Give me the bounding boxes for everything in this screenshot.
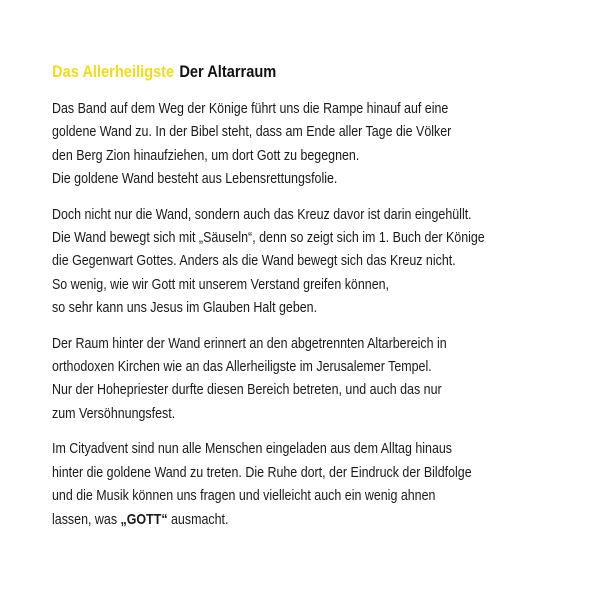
text-line: orthodoxen Kirchen wie an das Allerheiligste im Jerusalemer Tempel.: [52, 358, 432, 376]
bold-gott: „GOTT“: [120, 510, 168, 528]
paragraph-4: [52, 437, 550, 531]
heading-title: Der Altarraum: [179, 62, 277, 81]
text-line: Der Raum hinter der Wand erinnert an den abgetrennten Altarbereich in: [52, 334, 447, 352]
text-line-last: [52, 508, 550, 531]
body-text: [52, 97, 550, 543]
text-line: die Gegenwart Gottes. Anders als die Wand bewegt sich das Kreuz nicht.: [52, 252, 456, 270]
heading: [52, 60, 276, 84]
text-line: Das Band auf dem Weg der Könige führt uns die Rampe hinauf auf eine: [52, 100, 449, 117]
text-line: Doch nicht nur die Wand, sondern auch das Kreuz davor ist darin eingehüllt.: [52, 205, 472, 223]
text-line: So wenig, wie wir Gott mit unserem Verstand greifen können,: [52, 275, 390, 293]
text-line: Die Wand bewegt sich mit „Säuseln“, denn so zeigt sich im 1. Buch der Könige: [52, 229, 485, 247]
text-line: zum Versöhnungsfest.: [52, 404, 176, 422]
text-line: den Berg Zion hinaufziehen, um dort Gott zu begegnen.: [52, 146, 360, 164]
text-line: und die Musik können uns fragen und vielleicht auch ein wenig ahnen: [52, 487, 436, 505]
text-line: Im Cityadvent sind nun alle Menschen eingeladen aus dem Alltag hinaus: [52, 440, 453, 458]
paragraph-1: [52, 97, 550, 191]
text-line: Die goldene Wand besteht aus Lebensrettungsfolie.: [52, 170, 338, 188]
text-before-bold: lassen, was: [52, 510, 121, 528]
text-line: hinter die goldene Wand zu treten. Die Ruhe dort, der Eindruck der Bildfolge: [52, 463, 472, 481]
paragraph-3: [52, 332, 550, 426]
text-line: goldene Wand zu. In der Bibel steht, dass am Ende aller Tage die Völker: [52, 123, 452, 141]
text-line: so sehr kann uns Jesus im Glauben Halt geben.: [52, 299, 318, 317]
heading-accent: Das Allerheiligste: [52, 62, 175, 81]
paragraph-2: [52, 203, 550, 320]
text-after-bold: ausmacht.: [167, 510, 229, 528]
text-line: Nur der Hohepriester durfte diesen Bereich betreten, und auch das nur: [52, 381, 442, 399]
